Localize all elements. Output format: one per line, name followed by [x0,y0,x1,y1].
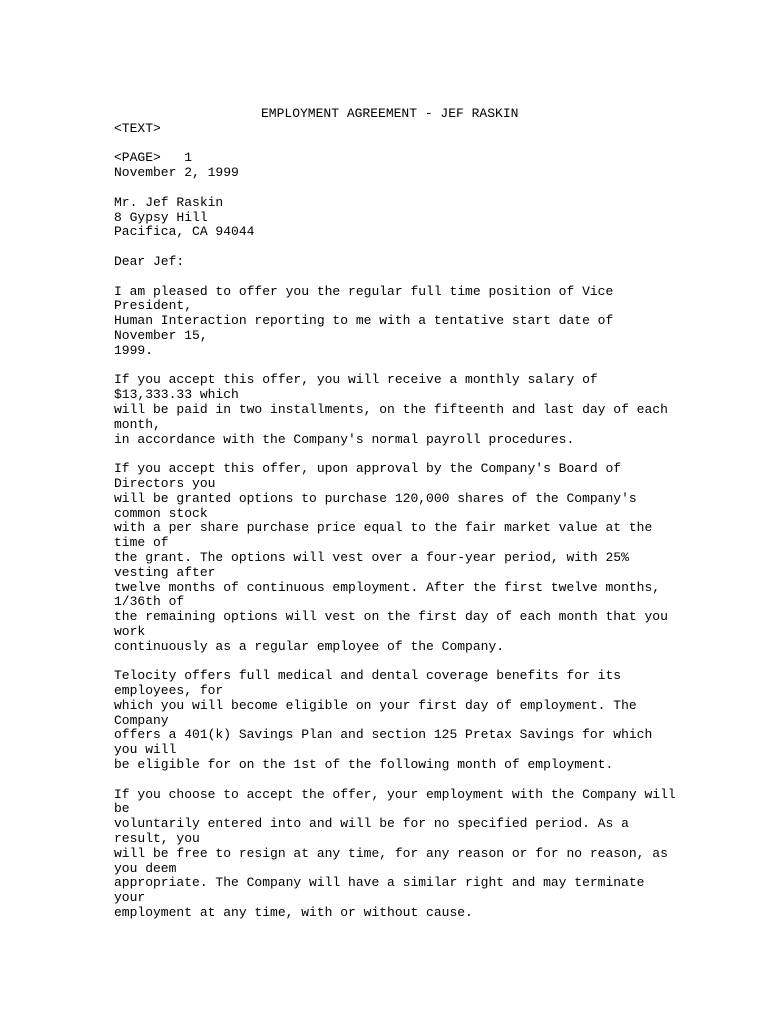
text-line: If you accept this offer, you will receive a monthly salary of [114,372,598,388]
blank-line [114,447,676,462]
blank-line [114,773,676,788]
text-line: <TEXT> [114,120,161,136]
text-line: If you choose to accept the offer, your employment with the Company will [114,786,676,802]
text-line: vesting after [114,564,216,580]
text-line: work [114,623,146,639]
text-line: twelve months of continuous employment. After the first twelve months, [114,579,661,595]
text-line: the remaining options will vest on the first day of each month that you [114,609,668,625]
text-line: you deem [114,860,177,876]
text-line: Dear Jef: [114,253,185,269]
text-line: be eligible for on the 1st of the following month of employment. [114,757,614,773]
text-line: employment at any time, with or without cause. [114,905,473,921]
text-line: your [114,890,146,906]
text-line: I am pleased to offer you the regular full time position of Vice [114,283,614,299]
text-line: November 15, [114,327,208,343]
text-line: Directors you [114,475,216,491]
text-line: offers a 401(k) Savings Plan and section 125 Pretax Savings for which [114,727,653,743]
blank-line [114,654,676,669]
text-line: you will [114,742,177,758]
blank-line [114,181,676,196]
text-line: November 2, 1999 [114,165,239,181]
text-line: in accordance with the Company's normal payroll procedures. [114,431,575,447]
text-line: will be granted options to purchase 120,000 shares of the Company's [114,490,637,506]
text-line: appropriate. The Company will have a similar right and may terminate [114,875,645,891]
blank-line [114,240,676,255]
text-line: continuously as a regular employee of the Company. [114,638,505,654]
text-line: Human Interaction reporting to me with a tentative start date of [114,313,614,329]
text-line: 8 Gypsy Hill [114,209,208,225]
text-line: Telocity offers full medical and dental coverage benefits for its [114,668,622,684]
text-line: 1999. [114,342,154,358]
text-line: Pacifica, CA 94044 [114,224,255,240]
document-title: EMPLOYMENT AGREEMENT - JEF RASKIN [261,106,519,121]
text-line: time of [114,535,169,551]
document-body [114,122,676,921]
blank-line [114,137,676,152]
text-line: If you accept this offer, upon approval by the Company's Board of [114,461,622,477]
text-line: Company [114,712,169,728]
text-line: with a per share purchase price equal to the fair market value at the [114,520,653,536]
text-line: which you will become eligible on your first day of employment. The [114,697,637,713]
text-line: will be free to resign at any time, for any reason or for no reason, as [114,845,668,861]
text-line: common stock [114,505,208,521]
text-line: month, [114,416,161,432]
text-line: will be paid in two installments, on the fifteenth and last day of each [114,401,668,417]
text-line: 1/36th of [114,594,185,610]
text-line: the grant. The options will vest over a four-year period, with 25% [114,549,629,565]
blank-line [114,270,676,285]
text-line: employees, for [114,683,224,699]
text-line: <PAGE> 1 [114,150,193,166]
text-line: President, [114,298,193,314]
text-line: $13,333.33 which [114,387,239,403]
text-line: voluntarily entered into and will be for no specified period. As a [114,816,629,832]
text-line: Mr. Jef Raskin [114,194,224,210]
blank-line [114,359,676,374]
text-line: be [114,801,130,817]
text-line: result, you [114,831,200,847]
